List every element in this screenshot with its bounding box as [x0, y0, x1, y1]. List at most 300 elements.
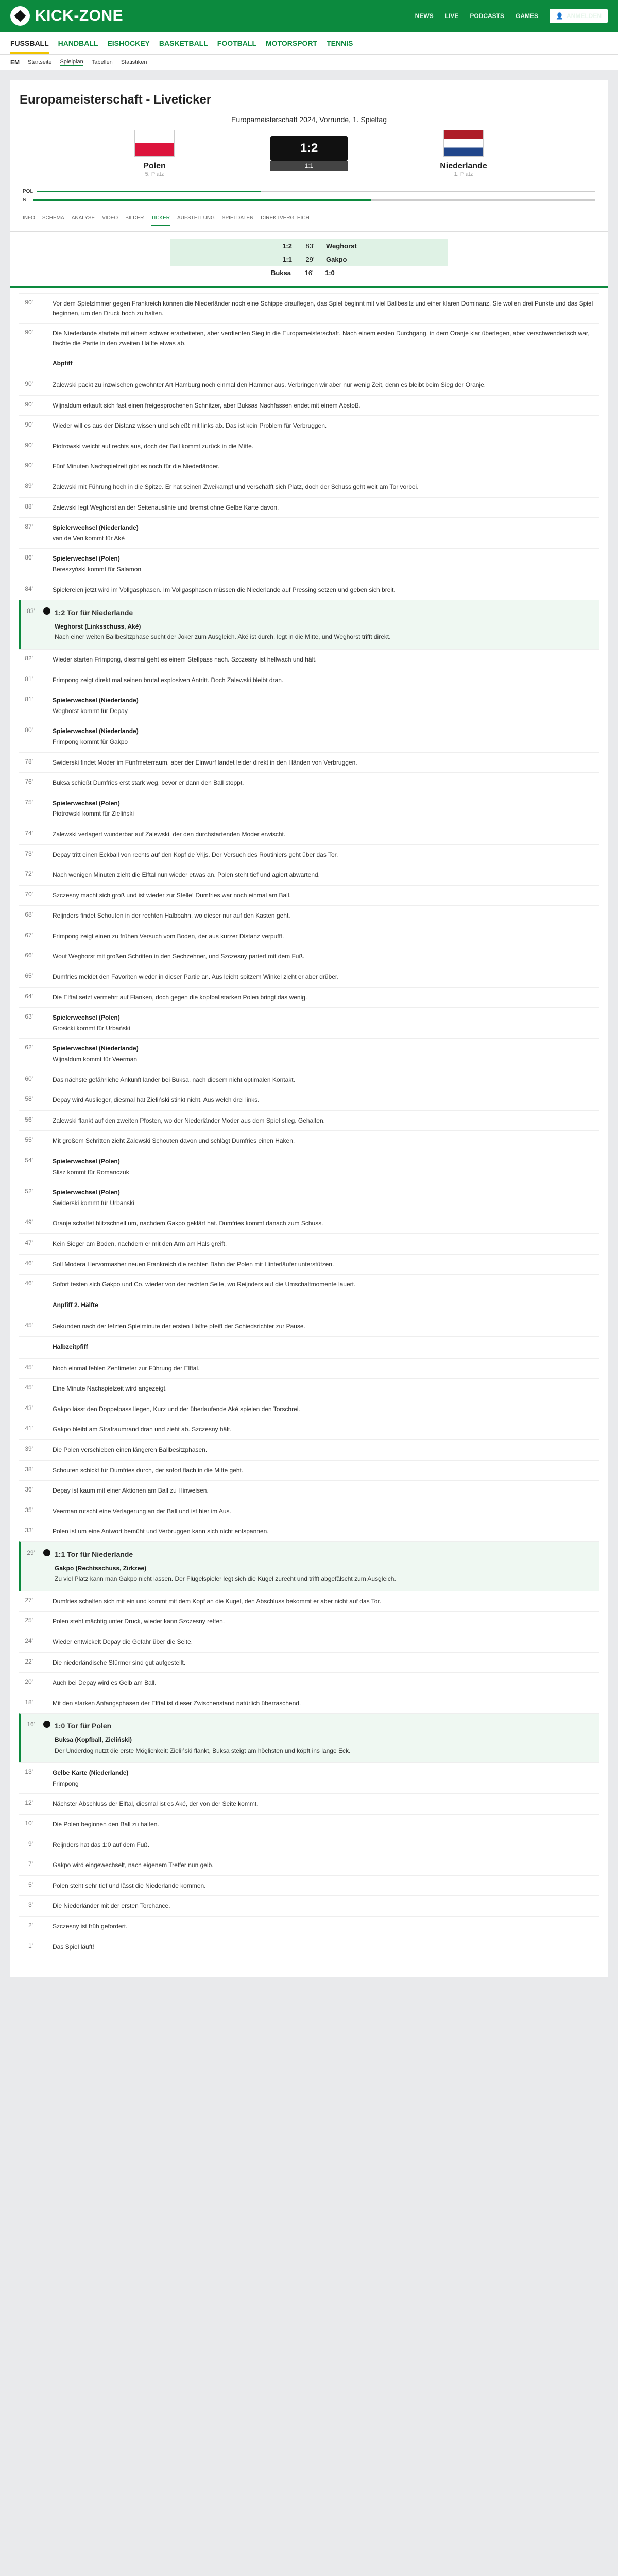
event-text: van de Ven kommt für Aké — [53, 534, 125, 542]
event-text: Gakpo bleibt am Strafraumrand dran und zieht ab. Szczesny hält. — [53, 1426, 232, 1433]
away-name: Niederlande — [440, 162, 487, 171]
event-minute: 45' — [25, 1321, 33, 1329]
event-text-block — [53, 1218, 599, 1228]
scorer-row — [170, 266, 448, 279]
ticker-event — [19, 1274, 599, 1295]
subnav-startseite[interactable]: Startseite — [28, 59, 52, 65]
event-minute: 9' — [28, 1840, 33, 1848]
event-text: Nach einer weiten Ballbesitzphase sucht der Joker zum Ausgleich. Aké ist durch, legt in die Mitte, und Weghorst trifft direkt. — [55, 633, 391, 641]
event-text-block — [53, 1942, 599, 1952]
event-icon — [39, 1075, 53, 1085]
event-minute: 13' — [25, 1768, 33, 1776]
ticker-event — [19, 548, 599, 579]
event-section: Spielerwechsel (Polen) — [53, 555, 120, 563]
ticker-event — [19, 1110, 599, 1131]
tab-aufstellung[interactable]: AUFSTELLUNG — [177, 215, 215, 221]
event-text-block — [53, 482, 599, 492]
event-text: Die niederländische Stürmer sind gut aufgestellt. — [53, 1658, 186, 1666]
event-text: Der Underdog nutzt die erste Möglichkeit: Zieliński flankt, Buksa steigt am höchsten und köpft ins lange Eck. — [55, 1747, 351, 1754]
event-icon — [39, 1637, 53, 1647]
event-text: Frimpong zeigt einen zu frühen Versuch vom Boden, der aus kurzer Distanz verpufft. — [53, 932, 284, 940]
event-text: Vor dem Spielzimmer gegen Frankreich können die Niederländer noch eine Schippe drauflegen, das Spiel beginnt mit viel Ballbesitz und einer klaren Dominanz. Sie wollen drei Punkte und das Spiel beginnen, um den Druck hoch zu halten. — [53, 300, 593, 317]
event-minute: 27' — [25, 1596, 33, 1604]
event-text-block — [53, 1300, 599, 1311]
event-text: Weghorst kommt für Depay — [53, 707, 128, 715]
event-text: Piotrowski kommt für Zieliński — [53, 810, 134, 818]
sport-motorsport[interactable]: MOTORSPORT — [266, 39, 318, 47]
event-text-block — [53, 931, 599, 941]
event-text: Depay tritt einen Eckball von rechts auf den Kopf de Vrijs. Der Versuch des Routiniers geht über das Tor. — [53, 851, 338, 858]
ticker-event — [19, 1521, 599, 1541]
event-text-block — [53, 1597, 599, 1606]
event-section: Gelbe Karte (Niederlande) — [53, 1769, 129, 1777]
event-text-block — [53, 554, 599, 574]
event-icon — [39, 1384, 53, 1394]
event-text: Sofort testen sich Gakpo und Co. wieder von der rechten Seite, wo Reijnders auf die Umschaltmomente lauert. — [53, 1281, 356, 1289]
page-title: Europameisterschaft - Liveticker — [20, 93, 212, 107]
event-text-block — [53, 696, 599, 716]
subnav-spielplan[interactable]: Spielplan — [60, 58, 83, 65]
ticker-event — [19, 1130, 599, 1151]
event-text-block — [53, 1699, 599, 1708]
event-text-block — [53, 329, 599, 348]
stat-row — [23, 197, 595, 203]
event-icon — [39, 799, 53, 819]
event-text: Die Niederländer mit der ersten Torchance. — [53, 1902, 170, 1910]
ticker-event — [19, 649, 599, 670]
event-icon — [39, 1136, 53, 1146]
nav-live[interactable]: LIVE — [444, 12, 459, 20]
ticker-event — [19, 1213, 599, 1233]
event-icon — [39, 1425, 53, 1434]
event-text: Das nächste gefährliche Ankunft lander bei Buksa, nach diesem nicht optimalen Kontakt. — [53, 1076, 295, 1083]
home-rank: 5. Platz — [145, 171, 164, 177]
event-icon — [39, 829, 53, 839]
event-minute: 54' — [25, 1157, 33, 1164]
event-text: Wijnaldum erkauft sich fast einen freigesprochenen Schnitzer, aber Buksas Nachfassen endet mit einem Abstoß. — [53, 401, 360, 409]
ticker-event — [19, 1855, 599, 1875]
ticker-event — [19, 1814, 599, 1835]
event-minute: 70' — [25, 890, 33, 898]
event-icon — [39, 503, 53, 513]
event-text-block — [53, 911, 599, 921]
main-content — [10, 80, 608, 1977]
scorer-score: 1:2 — [282, 242, 292, 250]
tab-bilder[interactable]: BILDER — [125, 215, 144, 221]
event-icon — [39, 401, 53, 411]
tab-info[interactable]: INFO — [23, 215, 35, 221]
event-minute: 60' — [25, 1075, 33, 1082]
event-text-block — [53, 1840, 599, 1850]
event-text-block — [53, 1239, 599, 1249]
event-icon — [39, 1280, 53, 1290]
event-icon — [39, 655, 53, 665]
ticker-event — [19, 824, 599, 844]
event-text: Zalewski verlagert wunderbar auf Zalewski, der den durchstartenden Moder erwischt. — [53, 830, 286, 838]
event-text: Dumfries meldet den Favoriten wieder in dieser Partie an. Aus leicht spitzem Winkel zieht er aber drüber. — [53, 973, 339, 981]
event-minute: 63' — [25, 1013, 33, 1021]
tab-video[interactable]: VIDEO — [102, 215, 118, 221]
soccer-ball-icon — [10, 6, 30, 26]
ticker-event — [19, 375, 599, 395]
event-text-block — [53, 1188, 599, 1208]
ticker-event — [19, 670, 599, 690]
event-minute: 72' — [25, 870, 33, 878]
ticker-event — [19, 865, 599, 885]
event-text-block — [53, 442, 599, 451]
event-minute: 5' — [28, 1880, 33, 1888]
event-text: Grosicki kommt für Urbański — [53, 1024, 130, 1032]
score-box — [270, 136, 348, 171]
event-text: Frimpong — [53, 1780, 79, 1787]
ticker-event — [19, 1233, 599, 1254]
goal-event — [19, 600, 599, 649]
event-minute: 20' — [25, 1678, 33, 1686]
event-text-block — [53, 1658, 599, 1668]
event-minute: 83' — [27, 607, 35, 615]
event-text-block — [53, 1637, 599, 1647]
ticker-event — [19, 580, 599, 600]
event-icon — [39, 1658, 53, 1668]
sport-tennis[interactable]: TENNIS — [327, 39, 353, 47]
scorer-player: Gakpo — [326, 255, 347, 263]
away-team[interactable] — [412, 130, 515, 177]
ticker-event — [19, 436, 599, 456]
subnav-statistiken[interactable]: Statistiken — [121, 59, 147, 65]
event-minute: 55' — [25, 1136, 33, 1144]
ticker-event — [19, 477, 599, 497]
event-minute: 82' — [25, 654, 33, 662]
sport-eishockey[interactable]: EISHOCKEY — [107, 39, 150, 47]
event-minute: 87' — [25, 523, 33, 531]
event-minute: 39' — [25, 1445, 33, 1452]
ticker-event — [19, 1295, 599, 1316]
event-text: Das Spiel läuft! — [53, 1943, 94, 1951]
event-icon — [39, 1239, 53, 1249]
event-icon — [39, 1699, 53, 1708]
event-text: Mit den starken Anfangsphasen der Elftal ist dieser Zwischenstand natürlich überraschend. — [53, 1699, 301, 1707]
event-text: Buksa schießt Dumfries erst stark weg, bevor er dann den Ball stoppt. — [53, 779, 244, 787]
event-text-block — [53, 972, 599, 982]
ticker-event — [19, 1793, 599, 1814]
event-text-block — [53, 585, 599, 595]
event-icon — [39, 1506, 53, 1516]
event-minute: 90' — [25, 299, 33, 306]
netherlands-flag-icon — [443, 130, 484, 157]
login-label: ANMELDEN — [566, 12, 602, 20]
event-icon — [39, 1768, 53, 1788]
event-text-block — [53, 462, 599, 471]
event-text: Die Polen verschieben einen längeren Ballbesitzphasen. — [53, 1446, 208, 1453]
stat-home-label: POL — [23, 189, 33, 194]
event-text-block — [53, 1922, 599, 1931]
event-text-block — [53, 1280, 599, 1290]
event-text: Polen ist um eine Antwort bemüht und Verbruggen kann sich nicht entspannen. — [53, 1528, 269, 1535]
event-text-block — [53, 1678, 599, 1688]
event-text-block — [53, 1466, 599, 1476]
event-minute: 89' — [25, 482, 33, 489]
event-text: Reijnders findet Schouten in der rechten Halbbahn, wo dieser nur auf den Kasten geht. — [53, 912, 290, 920]
event-minute: 64' — [25, 992, 33, 1000]
event-text-block — [53, 726, 599, 747]
scorer-score: 1:1 — [282, 255, 292, 263]
event-minute: 38' — [25, 1465, 33, 1473]
event-minute: 81' — [25, 696, 33, 703]
logo[interactable] — [10, 6, 123, 26]
event-text-block — [53, 421, 599, 431]
event-icon — [39, 952, 53, 961]
event-section: Buksa (Kopfball, Zieliński) — [55, 1736, 132, 1743]
event-icon — [39, 1942, 53, 1952]
ticker-event — [19, 1672, 599, 1693]
sport-basketball[interactable]: BASKETBALL — [159, 39, 208, 47]
nav-games[interactable]: GAMES — [516, 12, 539, 20]
event-text-block — [53, 1095, 599, 1105]
event-text: Piotrowski weicht auf rechts aus, doch der Ball kommt zurück in die Mitte. — [53, 442, 254, 450]
event-text: Eine Minute Nachspielzeit wird angezeigt. — [53, 1385, 167, 1393]
event-minute: 88' — [25, 502, 33, 510]
event-text-block — [53, 675, 599, 685]
event-icon — [39, 1820, 53, 1829]
event-minute: 2' — [28, 1921, 33, 1929]
event-icon — [39, 758, 53, 768]
ticker-event — [19, 1070, 599, 1090]
event-section: Spielerwechsel (Niederlande) — [53, 524, 139, 532]
event-minute: 78' — [25, 757, 33, 765]
ticker-event — [19, 772, 599, 793]
event-minute: 90' — [25, 329, 33, 336]
event-icon — [39, 972, 53, 982]
nav-podcasts[interactable]: PODCASTS — [470, 12, 505, 20]
event-icon — [39, 1597, 53, 1606]
event-text-block — [53, 1384, 599, 1394]
ticker-event — [19, 1007, 599, 1038]
event-section: Halbzeitpfiff — [53, 1343, 88, 1350]
event-icon — [39, 1617, 53, 1626]
login-button[interactable] — [550, 9, 608, 23]
event-text-block — [53, 1116, 599, 1126]
goal-headline: 1:0 Tor für Polen — [55, 1722, 112, 1731]
tab-direktvergleich[interactable]: DIREKTVERGLEICH — [261, 215, 310, 221]
ticker-event — [19, 1501, 599, 1521]
tab-analyse[interactable]: ANALYSE — [71, 215, 95, 221]
event-section: Anpfiff 2. Hälfte — [53, 1301, 98, 1309]
event-text: Dumfries schalten sich mit ein und kommt mit dem Kopf an die Kugel, den Abschluss bekommt er aber nicht auf das Tor. — [53, 1597, 382, 1605]
event-icon — [39, 1486, 53, 1496]
event-icon — [39, 696, 53, 716]
event-text: Nach wenigen Minuten zieht die Elftal nun wieder etwas an. Polen steht tief und agiert abwartend. — [53, 871, 320, 879]
scorer-score: 1:0 — [325, 268, 335, 277]
ticker-event — [19, 690, 599, 721]
event-minute: 68' — [25, 911, 33, 919]
scorer-player: Buksa — [270, 268, 291, 277]
ticker-event — [19, 1419, 599, 1439]
event-text-block — [53, 359, 599, 369]
ticker-event — [19, 517, 599, 548]
event-text: Noch einmal fehlen Zentimeter zur Führung der Elftal. — [53, 1364, 200, 1372]
ticker-event — [19, 1151, 599, 1182]
event-text-block — [53, 1901, 599, 1911]
event-minute: 1' — [28, 1942, 33, 1950]
nav-news[interactable]: NEWS — [415, 12, 434, 20]
event-icon — [39, 462, 53, 471]
tab-ticker[interactable]: TICKER — [151, 215, 170, 226]
sport-fussball[interactable]: FUSSBALL — [10, 33, 49, 54]
event-text: Wijnaldum kommt für Veerman — [53, 1056, 138, 1063]
tab-spieldaten[interactable]: SPIELDATEN — [221, 215, 254, 221]
event-text-block — [53, 1404, 599, 1414]
event-text: Die Niederlande startete mit einem schwer erarbeiteten, aber verdienten Sieg in die Europameisterschaft. Nach einem ersten Durchgang, in dem Oranje klar überlegen, aber verschwenderisch war, flachte die Partie in den zweiten Hälfte etwas ab. — [53, 330, 590, 347]
event-icon — [39, 726, 53, 747]
ticker-event — [19, 1336, 599, 1358]
event-icon — [39, 299, 53, 318]
sport-handball[interactable]: HANDBALL — [58, 39, 98, 47]
event-section: Spielerwechsel (Polen) — [53, 1189, 120, 1196]
event-icon — [39, 891, 53, 901]
final-score: 1:2 — [270, 136, 348, 161]
event-text: Wieder entwickelt Depay die Gefahr über die Seite. — [53, 1638, 193, 1646]
tab-schema[interactable]: SCHEMA — [42, 215, 64, 221]
event-text-block — [53, 850, 599, 860]
home-team[interactable] — [103, 130, 206, 177]
event-text-block — [53, 1799, 599, 1809]
ticker-event — [19, 793, 599, 824]
event-text: Zu viel Platz kann man Gakpo nicht lassen. Der Flügelspieler legt sich die Kugel zurecht und trifft abgefälscht zum Ausgleich. — [55, 1575, 396, 1583]
event-minute: 45' — [25, 1363, 33, 1371]
event-text-block — [53, 1617, 599, 1626]
event-minute: 76' — [25, 778, 33, 786]
ticker-event — [19, 1038, 599, 1069]
event-minute: 56' — [25, 1115, 33, 1123]
event-minute: 29' — [27, 1549, 35, 1556]
event-icon — [39, 1188, 53, 1208]
ticker-event — [19, 1182, 599, 1213]
event-text: Słisz kommt für Romanczuk — [53, 1168, 129, 1176]
home-name: Polen — [143, 162, 166, 171]
scorer-row — [170, 252, 448, 266]
event-text-block — [53, 1342, 599, 1353]
scorer-row — [170, 239, 448, 252]
event-text-block — [53, 993, 599, 1003]
event-text: Depay wird Auslieger, diesmal hat Zieliński stinkt nicht. Aus welch drei links. — [53, 1096, 260, 1104]
event-text: Swiderski kommt für Urbanski — [53, 1199, 134, 1207]
event-minute: 45' — [25, 1384, 33, 1392]
event-minute: 58' — [25, 1095, 33, 1103]
event-text: Bereszyński kommt für Salamon — [53, 565, 142, 573]
logo-text: KICK-ZONE — [35, 7, 124, 24]
event-minute: 36' — [25, 1486, 33, 1494]
event-text-block — [53, 1506, 599, 1516]
event-icon — [39, 482, 53, 492]
event-minute: 18' — [25, 1698, 33, 1706]
match-meta: Europameisterschaft 2024, Vorrunde, 1. Spieltag — [231, 115, 387, 124]
event-minute: 41' — [25, 1425, 33, 1432]
event-text-block — [53, 380, 599, 390]
away-rank: 1. Platz — [454, 171, 473, 177]
event-text-block — [53, 1527, 599, 1536]
event-text: Zalewski packt zu inzwischen gewohnter Art Hamburg noch einmal den Hammer aus. Verbringen wir aber nur wenig Zeit, denn es bleibt beim Sieg der Oranje. — [53, 381, 486, 388]
event-minute: 62' — [25, 1044, 33, 1052]
subnav-tabellen[interactable]: Tabellen — [91, 59, 113, 65]
event-icon — [39, 1095, 53, 1105]
ticker-event — [19, 497, 599, 518]
scorer-minute: 29' — [305, 255, 315, 263]
ticker-event — [19, 353, 599, 375]
event-text: Polen steht sehr tief und lässt die Niederlande kommen. — [53, 1882, 206, 1889]
event-icon — [39, 1044, 53, 1064]
ticker-event — [19, 1835, 599, 1855]
event-minute: 3' — [28, 1901, 33, 1909]
event-text: Die Elftal setzt vermehrt auf Flanken, doch gegen die kopfballstarken Polen bringt das wenig. — [53, 993, 307, 1001]
event-minute: 12' — [25, 1799, 33, 1807]
event-icon — [39, 850, 53, 860]
ticker-event — [19, 1762, 599, 1793]
scorers-list — [170, 239, 448, 279]
event-text: Depay ist kaum mit einer Aktionen am Ball zu Hinweisen. — [53, 1487, 209, 1495]
event-minute: 90' — [25, 441, 33, 449]
event-icon — [39, 1218, 53, 1228]
event-minute: 67' — [25, 931, 33, 939]
ticker-event — [19, 1378, 599, 1399]
event-text: Zalewski flankt auf den zweiten Pfosten, wo der Niederländer Moder aus dem Spiel stieg. Gehalten. — [53, 1116, 325, 1124]
event-section: Spielerwechsel (Polen) — [53, 1014, 120, 1022]
ticker-event — [19, 293, 599, 323]
event-text: Gakpo lässt den Doppelpass liegen, Kurz und der überlaufende Aké spielen den Torschrei. — [53, 1405, 300, 1413]
event-text-block — [53, 1820, 599, 1829]
event-text: Kein Sieger am Boden, nachdem er mit den Arm am Hals greift. — [53, 1240, 227, 1247]
event-minute: 84' — [25, 585, 33, 592]
event-icon — [39, 1922, 53, 1931]
sport-football[interactable]: FOOTBALL — [217, 39, 257, 47]
ticker-event — [19, 1937, 599, 1957]
event-text-block — [55, 1721, 599, 1755]
event-icon — [39, 911, 53, 921]
event-section: Weghorst (Linksschuss, Akè) — [55, 622, 141, 630]
scorer-player: Weghorst — [326, 242, 357, 250]
ticker-list — [10, 288, 608, 1962]
event-section: Spielerwechsel (Niederlande) — [53, 697, 139, 704]
ticker-event — [19, 967, 599, 987]
event-minute — [19, 359, 39, 369]
event-section: Spielerwechsel (Polen) — [53, 1158, 120, 1165]
event-icon — [39, 585, 53, 595]
event-text: Mit großem Schritten zieht Zalewski Schouten davon und schlägt Dumfries einen Haken. — [53, 1137, 295, 1145]
event-minute: 47' — [25, 1239, 33, 1246]
event-minute: 46' — [25, 1280, 33, 1287]
event-text: Veerman rutscht eine Verlagerung an der Ball und ist hier im Aus. — [53, 1507, 231, 1515]
event-icon — [39, 380, 53, 390]
top-nav — [415, 9, 608, 23]
ticker-event — [19, 721, 599, 752]
event-icon — [39, 1300, 53, 1311]
ticker-event — [19, 456, 599, 477]
event-text-block — [53, 1044, 599, 1064]
event-icon — [39, 1881, 53, 1891]
ticker-event — [19, 1895, 599, 1916]
event-text-block — [53, 1860, 599, 1870]
sub-nav — [0, 55, 618, 70]
event-text-block — [53, 1321, 599, 1331]
ticker-event — [19, 1439, 599, 1460]
event-minute: 86' — [25, 554, 33, 562]
event-icon — [39, 993, 53, 1003]
event-text-block — [53, 655, 599, 665]
event-text-block — [53, 1445, 599, 1455]
event-text: Schouten schickt für Dumfries durch, der sofort flach in die Mitte geht. — [53, 1466, 244, 1474]
ticker-event — [19, 1875, 599, 1896]
stat-row — [23, 189, 595, 194]
ticker-event — [19, 1611, 599, 1632]
